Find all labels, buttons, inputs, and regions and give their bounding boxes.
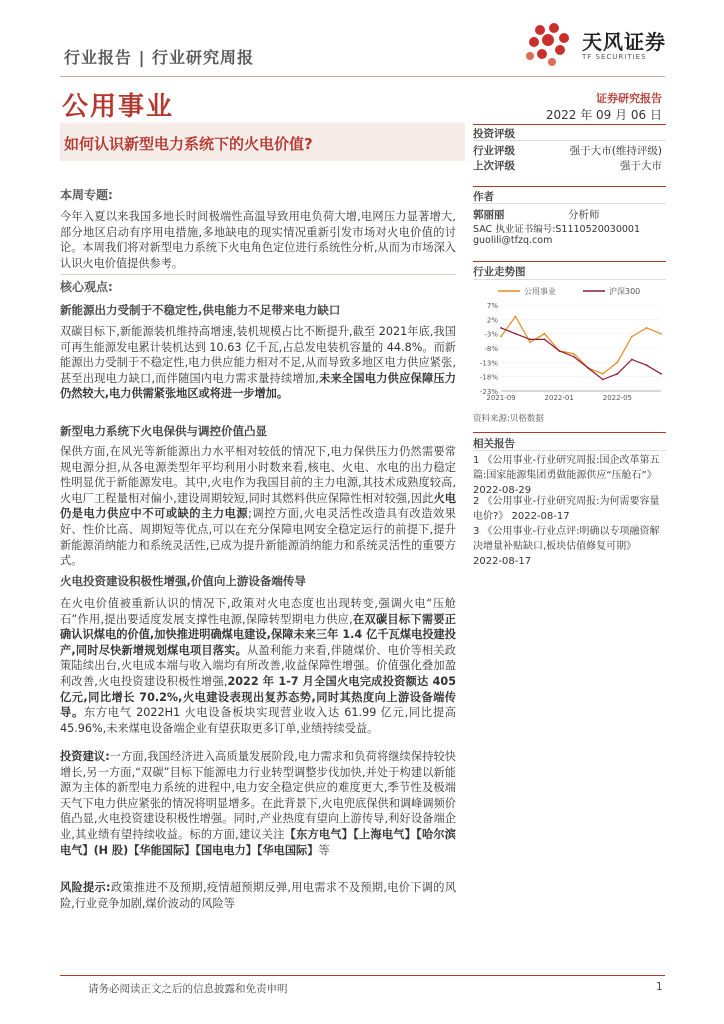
data-point	[631, 359, 633, 361]
data-point	[544, 339, 546, 341]
related-report-3[interactable]: 3 《公用事业-行业点评:明确以专项融资解决增量补贴缺口,板块估值修复可期》 2022-08-17	[473, 526, 660, 567]
logo-subtitle: TF SECURITIES	[582, 53, 647, 61]
sidebar-divider-thin	[473, 140, 666, 141]
sidebar-divider-thin	[473, 203, 666, 204]
investment-advice-heading: 投资建议:	[60, 750, 110, 763]
related-heading: 相关报告	[473, 438, 515, 450]
y-tick-label: -3%	[484, 330, 498, 339]
data-point	[602, 379, 604, 381]
y-tick-label: 2%	[486, 316, 498, 325]
data-point	[573, 356, 575, 358]
report-date: 2022 年 09 月 06 日	[545, 108, 662, 122]
industry-rating-label: 行业评级	[473, 145, 515, 157]
data-point	[602, 373, 604, 375]
chart-source: 资料来源:贝格数据	[473, 414, 544, 424]
data-point	[646, 364, 648, 366]
industry-trend-chart	[473, 283, 666, 408]
point3-heading: 火电投资建设积极性增强,价值向上游设备端传导	[60, 574, 306, 588]
x-tick-label: 2022-05	[602, 394, 632, 402]
report-type: 证券研究报告	[596, 92, 662, 105]
y-tick-label: -13%	[479, 359, 498, 368]
y-tick-label: -23%	[479, 388, 498, 396]
investment-advice-paragraph	[60, 749, 456, 858]
header-divider	[60, 76, 665, 77]
point2-heading: 新型电力系统下火电保供与调控价值凸显	[60, 424, 267, 438]
data-point	[515, 316, 517, 318]
sidebar-divider	[473, 261, 666, 262]
data-point	[587, 367, 589, 369]
series-line-2	[501, 328, 661, 380]
logo-flower-icon	[520, 18, 578, 70]
point3-text-mid: 从盈利能力来看,伴随煤价、电价等相关政策陆续出台,火电成本端与收入端均有所改善,收益保障性增强。价值强化叠加盈利改善,火电投资建设积极性增强,	[60, 643, 456, 688]
y-tick-label: 7%	[486, 302, 498, 310]
risk-heading: 风险提示:	[60, 881, 111, 894]
related-report-1[interactable]: 1 《公用事业-行业研究周报:国企改革第五篇:国家能源集团勇做能源供应“压舱石”》 2022-08-29	[473, 455, 660, 496]
point3-text: 在火电价值被重新认识的情况下,政策对火电态度也出现转变,强调火电“压舱石”作用,提出要适度发展支撑性电源,保障转型期电力供应,	[60, 597, 456, 626]
point3-text-tail: 东方电气 2022H1 火电设备板块实现营业收入达 61.99 亿元,同比提高 45.96%,未来煤电设备端企业有望获取更多订单,业绩持续受益。	[60, 706, 456, 735]
point1-paragraph	[60, 324, 456, 402]
topic-heading: 本周专题:	[60, 188, 113, 202]
point2-paragraph	[60, 444, 456, 569]
sidebar-divider	[473, 124, 666, 125]
risk-text: 政策推进不及预期,疫情超预期反弹,用电需求不及预期,电价下调的风险,行业竞争加剧,煤价波动的风险等	[60, 881, 457, 910]
section-divider	[60, 274, 456, 275]
data-point	[616, 373, 618, 375]
data-point	[529, 341, 531, 343]
data-point	[646, 327, 648, 329]
data-point	[573, 353, 575, 355]
author-heading: 作者	[473, 191, 494, 203]
data-point	[544, 333, 546, 335]
legend-label: 公用事业	[524, 287, 556, 296]
trend-chart-svg	[473, 283, 666, 408]
data-point	[500, 336, 502, 338]
trend-heading: 行业走势图	[473, 266, 526, 278]
point3-emphasis-data: 2022 年 1-7 月全国火电完成投资额达 405 亿元,同比增长 70.2%,火电建设表现出复苏态势,同时其热度向上游设备端传导。	[60, 674, 456, 720]
data-point	[515, 333, 517, 335]
report-category: 行业报告 | 行业研究周报	[64, 48, 254, 67]
author-role: 分析师	[568, 209, 600, 221]
point3-paragraph	[60, 596, 456, 736]
report-title: 如何认识新型电力系统下的火电价值?	[64, 135, 313, 153]
x-tick-label: 2022-01	[544, 394, 574, 402]
data-point	[558, 350, 560, 352]
topic-paragraph: 今年入夏以来我国多地长时间极端性高温导致用电负荷大增,电网压力显著增大,部分地区启动有序用电措施,多地缺电的现实情况重新引发市场对火电价值的讨论。本周我们将对新型电力系统下火电角色定位进行系统性分析,从而为市场深入认识火电价值提供参考。	[60, 210, 456, 270]
data-point	[500, 327, 502, 329]
point1-emphasis: 未来全国电力供应保障压力仍然较大,电力供需紧张地区或将进一步增加。	[60, 371, 456, 401]
data-point	[616, 361, 618, 363]
author-email[interactable]: guolili@tfzq.com	[473, 235, 553, 246]
point2-emphasis: 火电仍是电力供应中不可或缺的主力电源	[60, 491, 456, 521]
point3-emphasis: 在双碳目标下需要正确认识煤电的价值,加快推进明确煤电建设,保障未来三年 1.4 亿千瓦煤电投建投产,同时尽快新增规划煤电项目落实。	[60, 612, 456, 657]
industry-rating-value: 强于大市(维持评级)	[569, 145, 662, 157]
stock-picks-tail: 等	[318, 843, 330, 857]
data-point	[660, 373, 662, 375]
sidebar-divider	[473, 432, 666, 433]
rating-heading: 投资评级	[473, 128, 515, 140]
sidebar-divider	[473, 186, 666, 187]
investment-advice-text: 一方面,我国经济进入高质量发展阶段,电力需求和负荷将继续保持较快增长,另一方面,“双碳”目标下能源电力行业转型调整步伐加快,并处于构建以新能源为主体的新型电力系统的进程中,电力安全稳定供应的难度更大,季节性及极端天气下电力供应紧张的情况将明显增多。在此背景下,火电兜底保供和调峰调频价值凸显,火电投资建设积极性增强。同时,产业热度有望向上游传导,利好设备端企业,其业绩有望持续收益。标的方面,建议关注	[60, 750, 456, 841]
author-sac: SAC 执业证书编号:S1110520030001	[473, 224, 640, 235]
point2-text: 保供方面,在风光等新能源出力水平相对较低的情况下,电力保供压力仍然需要常规电源分担,从各电源类型年平均利用小时数来看,核电、火电、水电的出力稳定性明显优于新能源发电。其中,火电作为我国目前的主力电源,其技术成熟度较高,火电厂工程量相对偏小,建设周期较短,同时其燃料供应保障性相对较强,因此	[60, 445, 456, 505]
sector-title: 公用事业	[62, 92, 175, 122]
page-number: 1	[656, 981, 663, 993]
logo-name: 天风证券	[582, 30, 666, 54]
point1-heading: 新能源出力受制于不稳定性,供电能力不足带来电力缺口	[60, 303, 341, 317]
y-tick-label: -8%	[484, 345, 498, 353]
point2-text-tail: ;调控方面,火电灵活性改造具有改造效果好、性价比高、周期短等优点,可以在充分保障电网安全稳定运行的前提下,提升新能源消纳能力和系统灵活性,已成为提升新能源消纳能力和系统灵活性的重要方式。	[60, 507, 456, 568]
prev-rating-label: 上次评级	[473, 160, 515, 172]
footer-divider	[60, 975, 665, 976]
sidebar-divider-thin	[473, 279, 666, 280]
x-tick-label: 2021-09	[486, 394, 516, 402]
core-heading: 核心观点:	[60, 280, 113, 294]
stock-picks: 【东方电气】【上海电气】【哈尔滨电气】(H 股)【华能国际】【国电电力】【华电国际】	[60, 827, 456, 857]
risk-paragraph	[60, 880, 456, 911]
data-point	[631, 336, 633, 338]
point1-text: 双碳目标下,新能源装机维持高增速,装机规模占比不断提升,截至 2021年底,我国可再生能源发电累计装机达到 10.63 亿千瓦,占总发电装机容量的 44.8%。而新能源出力受制于不稳定性,电力供应能力相对不足,从而导致多地区电力供应紧张,甚至出现电力缺口,而伴随国内电力需求量持续增加,	[60, 325, 456, 385]
sidebar-divider-thin	[473, 450, 666, 451]
series-line-1	[501, 317, 661, 374]
footer-disclaimer: 请务必阅读正文之后的信息披露和免责申明	[88, 983, 288, 995]
data-point	[660, 333, 662, 335]
y-tick-label: -18%	[479, 373, 498, 382]
company-logo	[520, 18, 670, 70]
prev-rating-value: 强于大市	[620, 160, 662, 172]
author-name: 郭丽丽	[473, 209, 505, 221]
legend-label: 沪深300	[609, 287, 641, 296]
related-report-2[interactable]: 2 《公用事业-行业研究周报:为何需要容量电价?》 2022-08-17	[473, 496, 660, 522]
data-point	[529, 339, 531, 341]
